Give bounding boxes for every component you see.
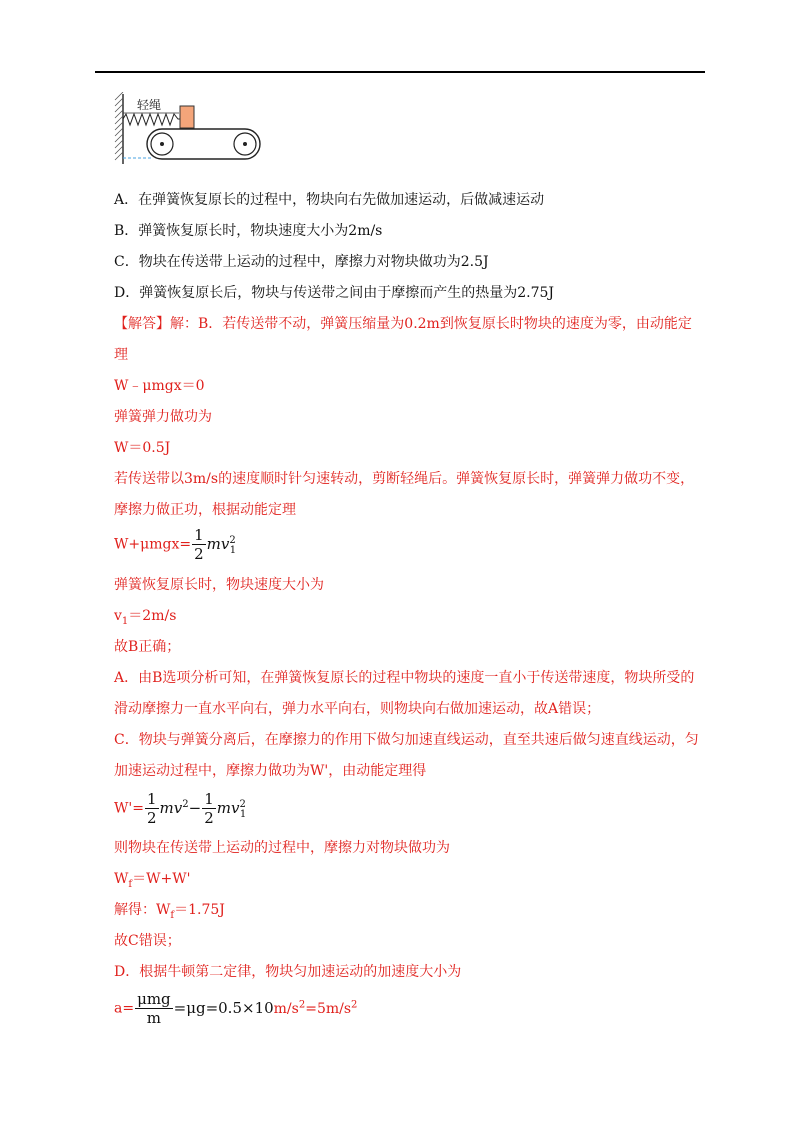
answer-line-2: 理 bbox=[114, 347, 128, 363]
spring bbox=[123, 114, 180, 125]
answer-line-14: C．物块与弹簧分离后，在摩擦力的作用下做匀加速直线运动，直至共速后做匀速直线运动，匀 bbox=[114, 732, 699, 748]
answer-line-13: 滑动摩擦力一直水平向右，弹力水平向右，则物块向右做加速运动，故A错误； bbox=[114, 701, 601, 717]
answer-line-17: 则物块在传送带上运动的过程中，摩擦力对物块做功为 bbox=[114, 840, 450, 856]
answer-line-7: 摩擦力做正功，根据动能定理 bbox=[114, 502, 296, 518]
answer-line-9: 弹簧恢复原长时，物块速度大小为 bbox=[114, 577, 324, 593]
rope-label: 轻绳 bbox=[137, 98, 162, 112]
header-rule bbox=[95, 71, 705, 73]
spring-conveyor-figure bbox=[112, 92, 272, 167]
option-d: D．弹簧恢复原长后，物块与传送带之间由于摩擦而产生的热量为2.75J bbox=[114, 285, 555, 301]
option-b: B．弹簧恢复原长时，物块速度大小为2m/s bbox=[114, 223, 383, 239]
option-c: C．物块在传送带上运动的过程中，摩擦力对物块做功为2.5J bbox=[114, 254, 489, 270]
answer-line-6: 若传送带以3m/s的速度顺时针匀速转动，剪断轻绳后。弹簧恢复原长时，弹簧弹力做功不变， bbox=[114, 471, 695, 487]
answer-line-21: D．根据牛顿第二定律，物块匀加速运动的加速度大小为 bbox=[114, 964, 462, 980]
answer-line-15: 加速运动过程中，摩擦力做功为W'，由动能定理得 bbox=[114, 763, 427, 779]
answer-line-5: W＝0.5J bbox=[114, 440, 171, 456]
answer-line-4: 弹簧弹力做功为 bbox=[114, 409, 212, 425]
block bbox=[180, 106, 194, 128]
answer-line-10: $v_1=2m/s$ bbox=[114, 608, 177, 627]
equation-work-energy-2: W'= $\frac{1}{2}$ $mv^2-$ $\frac{1}{2}$ $mv^2_1$ bbox=[114, 790, 247, 827]
answer-line-20: 故C错误； bbox=[114, 933, 181, 949]
equation-work-energy-1: W+μmgx= $\frac{1}{2}$ $mv^2_1$ bbox=[114, 526, 237, 563]
answer-line-12: A．由B选项分析可知，在弹簧恢复原长的过程中物块的速度一直小于传送带速度，物块所受的 bbox=[114, 670, 695, 686]
answer-line-3: W﹣μmgx＝0 bbox=[114, 378, 205, 394]
equation-acceleration: a= $\frac{\text{μmg}}{m}$ $=\mu g=0.5\times 10m/s^2=5m/s^2$ bbox=[114, 990, 358, 1027]
answer-line-11: 故B正确； bbox=[114, 639, 181, 655]
answer-line-18: $W_f=W+W'$ bbox=[114, 871, 191, 890]
answer-line-1: 【解答】解：B．若传送带不动，弹簧压缩量为0.2m到恢复原长时物块的速度为零，由动能定 bbox=[114, 316, 692, 332]
option-a: A．在弹簧恢复原长的过程中，物块向右先做加速运动，后做减速运动 bbox=[114, 192, 545, 208]
answer-line-19: 解得：$W_f=1.75J$ bbox=[114, 902, 225, 921]
